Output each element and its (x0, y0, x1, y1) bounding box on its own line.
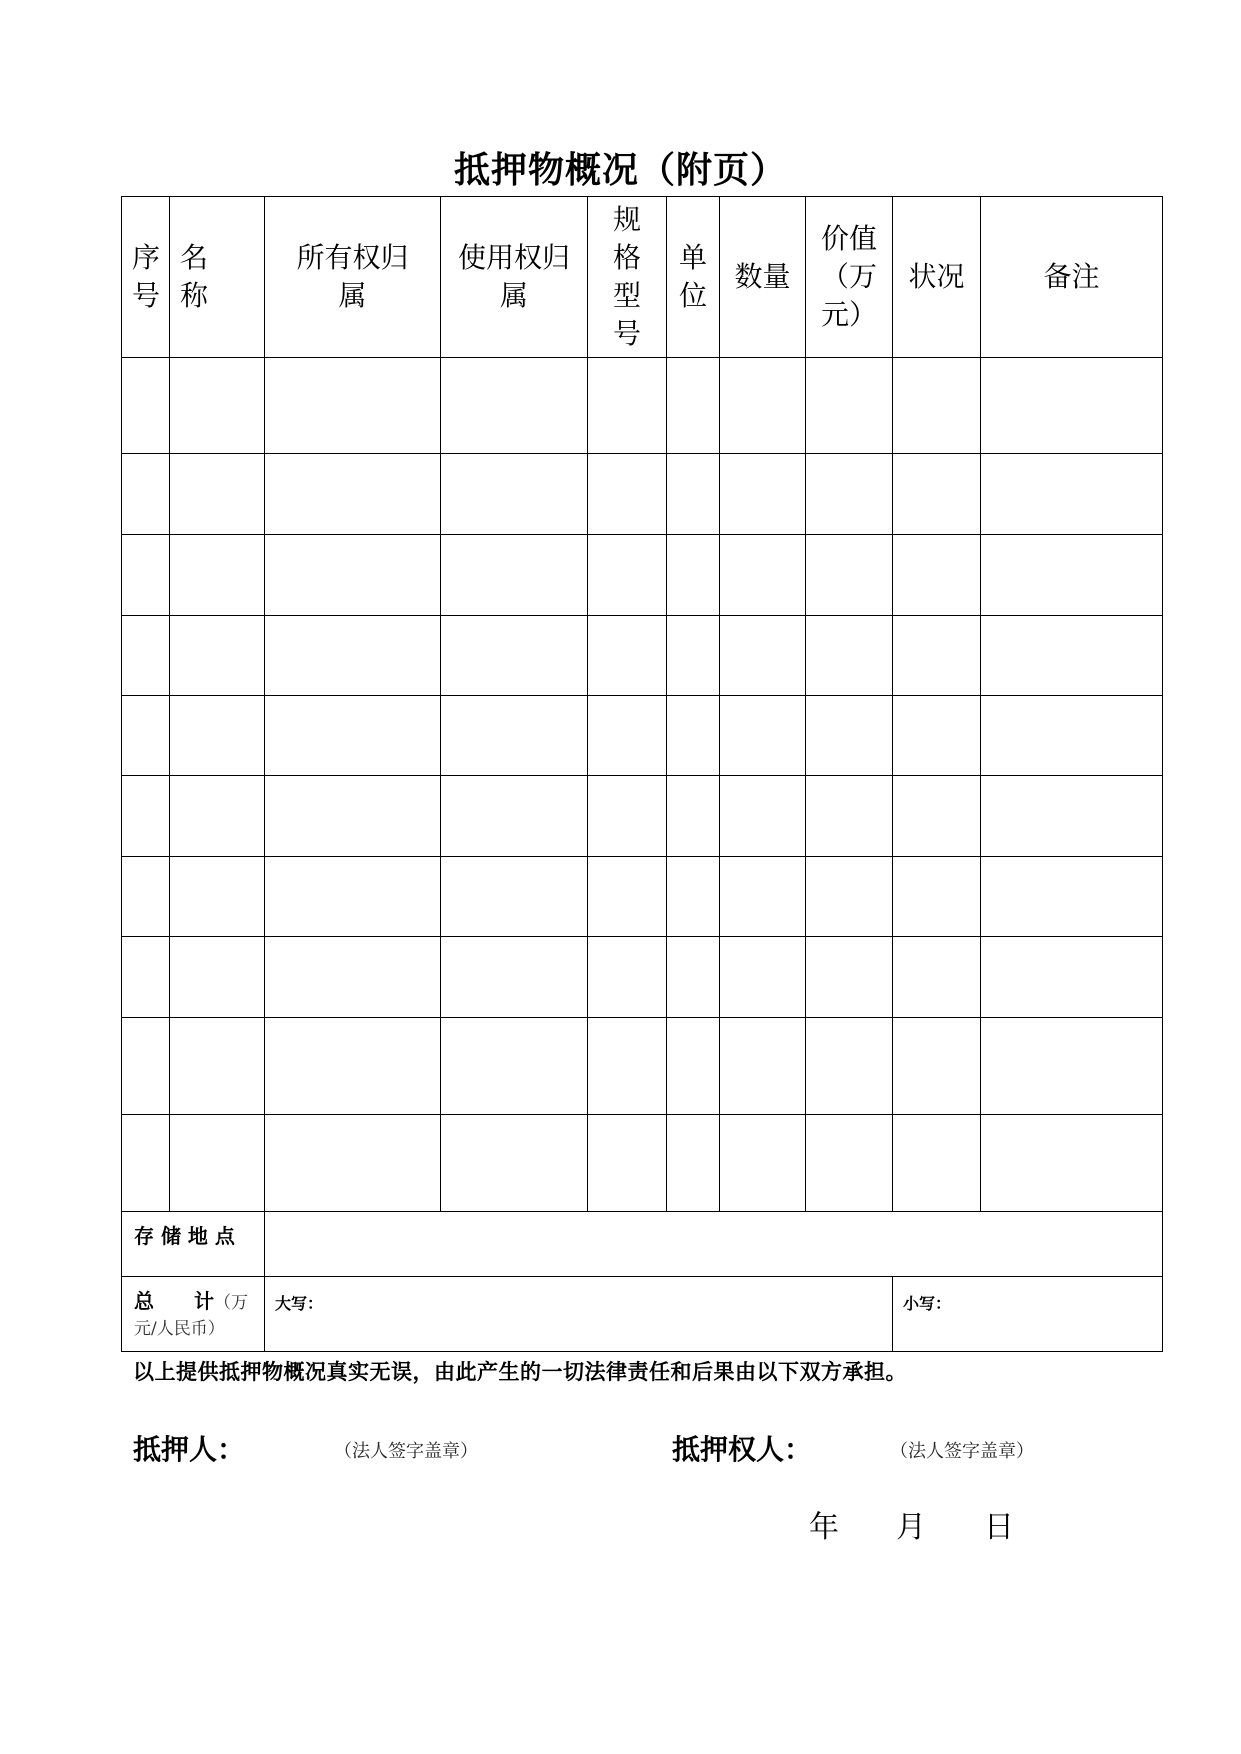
usage-cell[interactable] (441, 358, 588, 454)
seq-cell[interactable] (122, 776, 170, 857)
ownership-cell[interactable] (265, 535, 441, 616)
value-cell[interactable] (806, 454, 893, 535)
name-cell[interactable] (170, 358, 265, 454)
quantity-cell[interactable] (720, 937, 806, 1018)
name-cell[interactable] (170, 535, 265, 616)
usage-cell[interactable] (441, 696, 588, 776)
spec-cell[interactable] (588, 1018, 667, 1115)
header-usage-line2: 属 (499, 279, 528, 312)
storage-label: 存 储 地 点 (122, 1212, 265, 1277)
ownership-cell[interactable] (265, 696, 441, 776)
condition-cell[interactable] (893, 1115, 981, 1212)
seq-cell[interactable] (122, 1018, 170, 1115)
value-cell[interactable] (806, 776, 893, 857)
header-row (122, 197, 1163, 358)
header-seq-line2: 号 (132, 279, 161, 312)
value-cell[interactable] (806, 937, 893, 1018)
seq-cell[interactable] (122, 616, 170, 696)
spec-cell[interactable] (588, 454, 667, 535)
table-row (122, 776, 1163, 857)
condition-cell[interactable] (893, 776, 981, 857)
name-cell[interactable] (170, 616, 265, 696)
condition-cell[interactable] (893, 535, 981, 616)
remarks-cell[interactable] (981, 535, 1163, 616)
quantity-cell[interactable] (720, 535, 806, 616)
header-spec-line4: 号 (612, 317, 641, 350)
table-row (122, 1115, 1163, 1212)
unit-cell[interactable] (667, 1115, 720, 1212)
date-month: 月 (896, 1510, 926, 1545)
ownership-cell[interactable] (265, 1018, 441, 1115)
header-ownership-line2: 属 (338, 279, 367, 312)
table-row (122, 857, 1163, 937)
unit-cell[interactable] (667, 535, 720, 616)
lower-amount-cell[interactable] (893, 1277, 1163, 1352)
seq-cell[interactable] (122, 1115, 170, 1212)
seq-cell[interactable] (122, 358, 170, 454)
header-name (170, 197, 265, 358)
header-name-line2: 称 (180, 279, 209, 312)
table-row (122, 358, 1163, 454)
spec-cell[interactable] (588, 857, 667, 937)
ownership-cell[interactable] (265, 937, 441, 1018)
remarks-cell[interactable] (981, 776, 1163, 857)
quantity-cell[interactable] (720, 1115, 806, 1212)
date-day: 日 (984, 1510, 1014, 1545)
table-row (122, 535, 1163, 616)
name-cell[interactable] (170, 937, 265, 1018)
usage-cell[interactable] (441, 1115, 588, 1212)
usage-cell[interactable] (441, 937, 588, 1018)
ownership-cell[interactable] (265, 358, 441, 454)
remarks-cell[interactable] (981, 1018, 1163, 1115)
condition-cell[interactable] (893, 358, 981, 454)
ownership-cell[interactable] (265, 616, 441, 696)
ownership-cell[interactable] (265, 857, 441, 937)
ownership-cell[interactable] (265, 776, 441, 857)
spec-cell[interactable] (588, 535, 667, 616)
condition-cell[interactable] (893, 857, 981, 937)
name-cell[interactable] (170, 1018, 265, 1115)
header-seq-line1: 序 (132, 241, 161, 274)
total-unit: （万元/人民币） (134, 1293, 248, 1339)
spec-cell[interactable] (588, 776, 667, 857)
seq-cell[interactable] (122, 535, 170, 616)
value-cell[interactable] (806, 616, 893, 696)
seq-cell[interactable] (122, 454, 170, 535)
unit-cell[interactable] (667, 358, 720, 454)
header-name-line1: 名 (180, 241, 209, 274)
upper-amount-cell[interactable] (265, 1277, 893, 1352)
unit-cell[interactable] (667, 454, 720, 535)
statement-text: 以上提供抵押物概况真实无误，由此产生的一切法律责任和后果由以下双方承担。 (133, 1359, 907, 1384)
header-value-line1: 价值 (820, 222, 877, 255)
header-seq (122, 197, 170, 358)
header-ownership-line1: 所有权归 (296, 241, 409, 274)
unit-cell[interactable] (667, 857, 720, 937)
table-row (122, 616, 1163, 696)
storage-input[interactable] (265, 1212, 1163, 1277)
usage-cell[interactable] (441, 454, 588, 535)
mortgagor-note: （法人签字盖章） (334, 1441, 478, 1462)
value-cell[interactable] (806, 358, 893, 454)
header-value (806, 197, 893, 358)
quantity-cell[interactable] (720, 776, 806, 857)
header-remarks: 备注 (981, 197, 1163, 358)
quantity-cell[interactable] (720, 616, 806, 696)
ownership-cell[interactable] (265, 454, 441, 535)
header-spec-line3: 型 (612, 279, 641, 312)
mortgagor-label: 抵押人： (133, 1433, 246, 1466)
name-cell[interactable] (170, 857, 265, 937)
table-row (122, 454, 1163, 535)
upper-amount-label: 大写： (275, 1294, 324, 1313)
header-ownership (265, 197, 441, 358)
header-usage (441, 197, 588, 358)
seq-cell[interactable] (122, 696, 170, 776)
value-cell[interactable] (806, 535, 893, 616)
condition-cell[interactable] (893, 616, 981, 696)
quantity-cell[interactable] (720, 1018, 806, 1115)
condition-cell[interactable] (893, 937, 981, 1018)
seq-cell[interactable] (122, 937, 170, 1018)
value-cell[interactable] (806, 1115, 893, 1212)
unit-cell[interactable] (667, 616, 720, 696)
collateral-table (121, 196, 1163, 1352)
name-cell[interactable] (170, 1115, 265, 1212)
quantity-cell[interactable] (720, 857, 806, 937)
usage-cell[interactable] (441, 857, 588, 937)
name-cell[interactable] (170, 696, 265, 776)
ownership-cell[interactable] (265, 1115, 441, 1212)
remarks-cell[interactable] (981, 857, 1163, 937)
condition-cell[interactable] (893, 696, 981, 776)
name-cell[interactable] (170, 776, 265, 857)
usage-cell[interactable] (441, 535, 588, 616)
condition-cell[interactable] (893, 1018, 981, 1115)
header-unit-line1: 单 (678, 241, 707, 274)
header-spec-line1: 规 (612, 203, 641, 236)
total-row (122, 1277, 1163, 1352)
mortgagee-label: 抵押权人： (672, 1433, 813, 1466)
usage-cell[interactable] (441, 616, 588, 696)
unit-cell[interactable] (667, 696, 720, 776)
spec-cell[interactable] (588, 616, 667, 696)
spec-cell[interactable] (588, 1115, 667, 1212)
header-spec-line2: 格 (612, 241, 641, 274)
unit-cell[interactable] (667, 937, 720, 1018)
header-condition: 状况 (893, 197, 981, 358)
value-cell[interactable] (806, 1018, 893, 1115)
condition-cell[interactable] (893, 454, 981, 535)
remarks-cell[interactable] (981, 358, 1163, 454)
value-cell[interactable] (806, 696, 893, 776)
quantity-cell[interactable] (720, 696, 806, 776)
spec-cell[interactable] (588, 937, 667, 1018)
header-spec (588, 197, 667, 358)
remarks-cell[interactable] (981, 454, 1163, 535)
header-unit (667, 197, 720, 358)
value-cell[interactable] (806, 857, 893, 937)
spec-cell[interactable] (588, 696, 667, 776)
unit-cell[interactable] (667, 776, 720, 857)
lower-amount-label: 小写： (903, 1294, 952, 1313)
table-row (122, 1018, 1163, 1115)
header-value-line2: （万 (820, 260, 877, 293)
unit-cell[interactable] (667, 1018, 720, 1115)
usage-cell[interactable] (441, 1018, 588, 1115)
quantity-cell[interactable] (720, 454, 806, 535)
remarks-cell[interactable] (981, 1115, 1163, 1212)
table-row (122, 696, 1163, 776)
seq-cell[interactable] (122, 857, 170, 937)
storage-row (122, 1212, 1163, 1277)
header-value-line3: 元） (820, 298, 877, 331)
spec-cell[interactable] (588, 358, 667, 454)
header-unit-line2: 位 (678, 279, 707, 312)
page-title: 抵押物概况（附页） (453, 149, 787, 191)
date-year: 年 (809, 1510, 839, 1545)
total-label: 总 计 (134, 1289, 214, 1313)
remarks-cell[interactable] (981, 696, 1163, 776)
header-usage-line1: 使用权归 (457, 241, 570, 274)
usage-cell[interactable] (441, 776, 588, 857)
quantity-cell[interactable] (720, 358, 806, 454)
total-label-cell (122, 1277, 265, 1352)
remarks-cell[interactable] (981, 937, 1163, 1018)
header-quantity: 数量 (720, 197, 806, 358)
name-cell[interactable] (170, 454, 265, 535)
remarks-cell[interactable] (981, 616, 1163, 696)
mortgagee-note: （法人签字盖章） (890, 1441, 1034, 1462)
table-row (122, 937, 1163, 1018)
